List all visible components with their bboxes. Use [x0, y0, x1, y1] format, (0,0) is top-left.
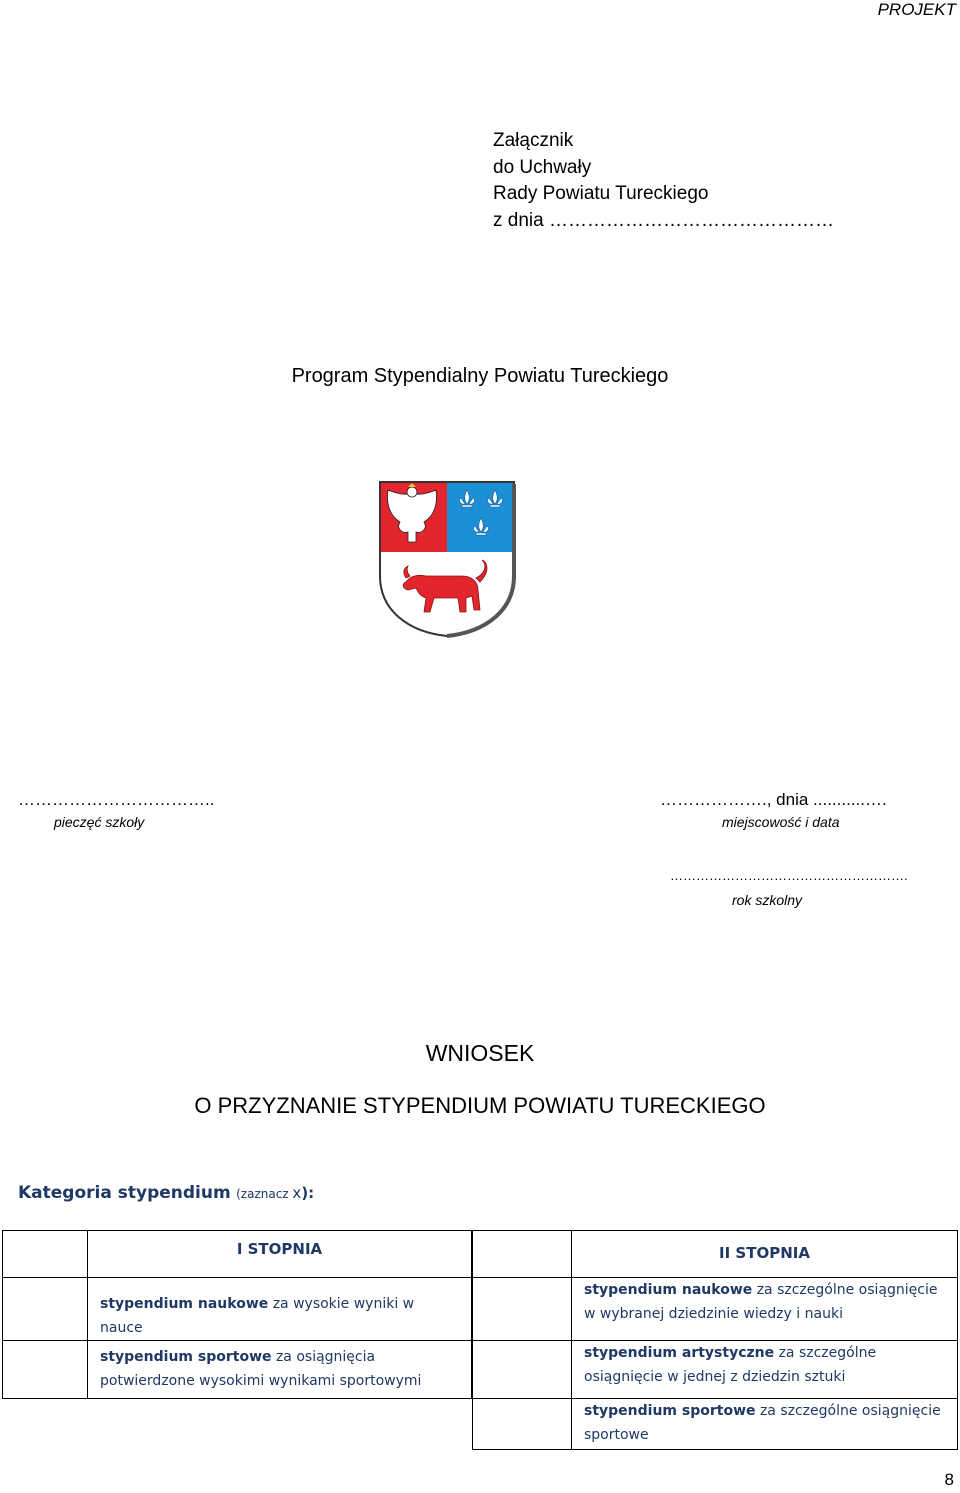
- option-second-degree-art: [571, 1340, 958, 1399]
- checkbox-cell-header-right: [472, 1230, 572, 1278]
- checkbox-second-degree-art[interactable]: [472, 1340, 572, 1399]
- option-rest: za szczególne osiągnięcie sportowe: [584, 1403, 941, 1443]
- col-header-second-degree: II STOPNIA: [571, 1230, 958, 1278]
- annex-block: [493, 128, 834, 234]
- place-date-dots: ………………., dnia ...........….: [660, 790, 887, 809]
- projekt-label: PROJEKT: [877, 0, 956, 19]
- option-second-degree-science: [571, 1277, 958, 1341]
- checkbox-first-degree-sport[interactable]: [2, 1340, 88, 1399]
- checkbox-cell-header-left: [2, 1230, 88, 1278]
- school-stamp-dots: ……………………………..: [18, 790, 215, 809]
- annex-line-3: Rady Powiatu Tureckiego: [493, 183, 709, 204]
- option-first-degree-science: [87, 1277, 472, 1341]
- category-label: [18, 1183, 314, 1203]
- option-bold: stypendium sportowe: [100, 1349, 272, 1365]
- option-second-degree-sport: [571, 1398, 958, 1450]
- option-rest: za szczególne osiągnięcie w wybranej dziedzinie wiedzy i nauki: [584, 1282, 938, 1322]
- option-bold: stypendium artystyczne: [584, 1345, 775, 1361]
- option-rest: za szczególne osiągnięcie w jednej z dziedzin sztuki: [584, 1345, 877, 1385]
- checkbox-first-degree-science[interactable]: [2, 1277, 88, 1341]
- option-bold: stypendium naukowe: [100, 1296, 269, 1312]
- category-label-text: Kategoria stypendium: [18, 1183, 231, 1203]
- checkbox-second-degree-sport[interactable]: [472, 1398, 572, 1450]
- school-year-dots: ……………………………………………….: [670, 868, 908, 883]
- annex-line-4: z dnia ………………………………………: [493, 209, 834, 231]
- form-title: WNIOSEK: [425, 1040, 535, 1066]
- option-bold: stypendium naukowe: [584, 1282, 753, 1298]
- form-subtitle: O PRZYZNANIE STYPENDIUM POWIATU TURECKIEGO: [194, 1093, 766, 1118]
- option-first-degree-sport: [87, 1340, 472, 1399]
- category-hint-open: (zaznacz: [236, 1187, 293, 1201]
- option-rest: za osiągnięcia potwierdzone wysokimi wynikami sportowymi: [100, 1349, 422, 1389]
- col-header-first-degree: I STOPNIA: [87, 1230, 472, 1278]
- category-hint-x: x: [292, 1184, 302, 1202]
- school-year-caption: rok szkolny: [732, 892, 803, 908]
- annex-line-1: Załącznik: [493, 130, 574, 151]
- coat-of-arms-image: [376, 478, 518, 638]
- school-stamp-caption: pieczęć szkoły: [54, 814, 145, 830]
- option-rest: za wysokie wyniki w nauce: [100, 1296, 415, 1336]
- checkbox-second-degree-science[interactable]: [472, 1277, 572, 1341]
- place-date-caption: miejscowość i data: [722, 814, 840, 830]
- annex-line-2: do Uchwały: [493, 156, 592, 178]
- page-number: 8: [944, 1470, 954, 1489]
- category-hint-close: ):: [301, 1184, 315, 1202]
- option-bold: stypendium sportowe: [584, 1403, 756, 1419]
- program-title: Program Stypendialny Powiatu Tureckiego: [291, 365, 669, 387]
